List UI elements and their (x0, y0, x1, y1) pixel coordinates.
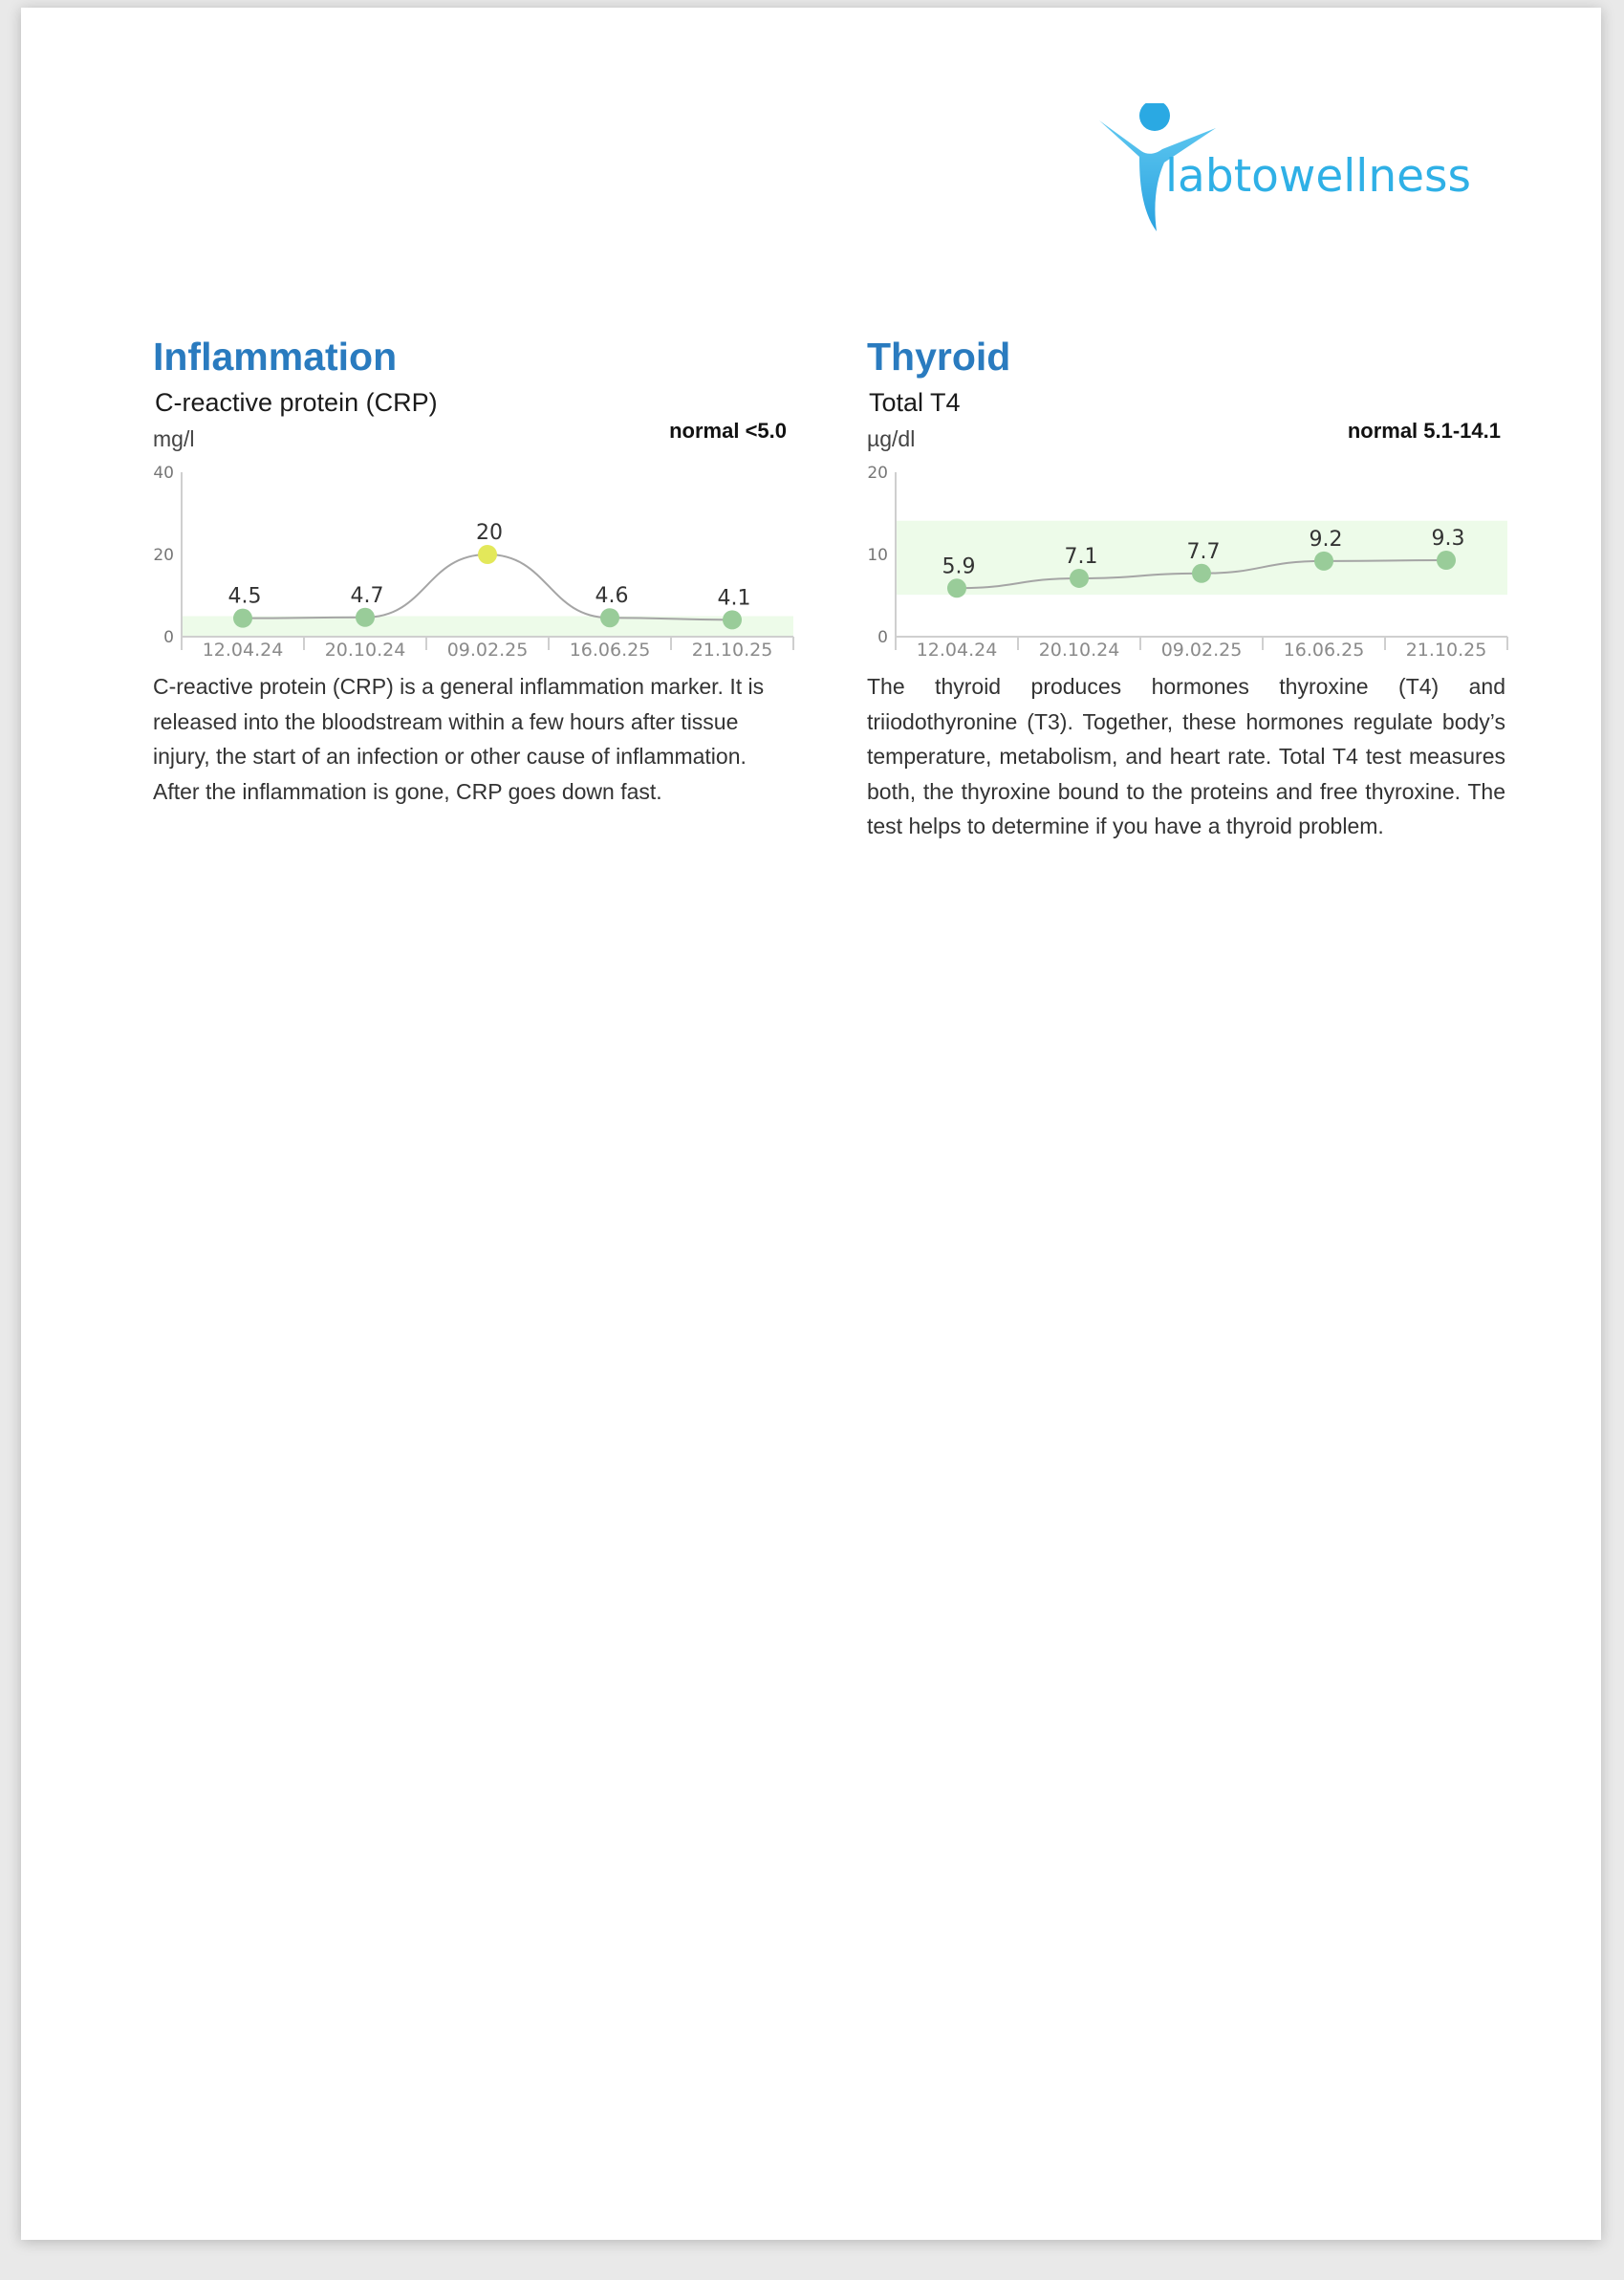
data-point (723, 610, 742, 629)
series-line (243, 554, 732, 619)
data-label: 4.6 (595, 584, 629, 609)
y-tick-label: 40 (153, 464, 174, 483)
inflammation-section (153, 333, 798, 809)
x-tick-label: 12.04.24 (202, 640, 284, 661)
marker-header (153, 384, 798, 423)
data-point (1192, 564, 1211, 583)
data-point (478, 545, 497, 564)
data-point (1437, 551, 1456, 570)
marker-description: The thyroid produces hormones thyroxine (T4) and triiodothyronine (T3). Together, these hormones regulate body’s temperature, metabolism, and heart rate. Total T4 test measures both, the thyroxine bound to the proteins and free thyroxine. The test helps to determine if you have a thyroid problem. (867, 674, 1505, 838)
y-tick-label: 10 (867, 546, 888, 565)
normal-range-label: normal 5.1-14.1 (1347, 419, 1501, 443)
y-tick-label: 0 (163, 628, 174, 647)
data-label: 9.2 (1309, 527, 1343, 552)
data-label: 20 (476, 521, 503, 545)
crp-line-chart (153, 461, 798, 662)
marker-header (867, 384, 1512, 423)
section-title: Inflammation (153, 335, 398, 379)
x-tick-label: 20.10.24 (324, 640, 406, 661)
data-point (356, 608, 375, 627)
data-label: 7.1 (1064, 544, 1098, 569)
data-label: 4.5 (227, 584, 262, 609)
data-point (233, 609, 252, 628)
data-label: 7.7 (1186, 539, 1221, 564)
x-tick-label: 16.06.25 (569, 640, 651, 661)
data-point (600, 608, 619, 627)
y-tick-label: 0 (877, 628, 888, 647)
logo-wordmark: labtowellness (1165, 150, 1472, 203)
report-page (21, 8, 1601, 2240)
marker-name: C-reactive protein (CRP) (155, 388, 438, 417)
data-label: 4.7 (350, 583, 384, 608)
data-point (1314, 552, 1333, 571)
data-label: 4.1 (717, 586, 751, 611)
x-tick-label: 12.04.24 (916, 640, 998, 661)
unit-label: µg/dl (867, 426, 916, 451)
section-title: Thyroid (867, 335, 1011, 379)
thyroid-section (867, 333, 1512, 844)
t4-line-chart (867, 461, 1512, 662)
y-tick-label: 20 (867, 464, 888, 483)
marker-description: C-reactive protein (CRP) is a general inflammation marker. It is released into the bloodstream within a few hours after tissue injury, the start of an infection or other cause of inflammation. After the inflammation is gone, CRP goes down fast. (153, 674, 765, 804)
data-label: 9.3 (1431, 527, 1465, 552)
x-tick-label: 21.10.25 (1405, 640, 1487, 661)
x-tick-label: 21.10.25 (691, 640, 773, 661)
x-tick-label: 20.10.24 (1038, 640, 1120, 661)
marker-name: Total T4 (869, 388, 961, 417)
unit-label: mg/l (153, 426, 195, 451)
x-tick-label: 09.02.25 (1160, 640, 1243, 661)
y-tick-label: 20 (153, 546, 174, 565)
data-label: 5.9 (942, 554, 976, 579)
x-tick-label: 16.06.25 (1283, 640, 1365, 661)
normal-range-label: normal <5.0 (669, 419, 787, 443)
data-point (947, 578, 966, 597)
data-point (1070, 569, 1089, 588)
x-tick-label: 09.02.25 (446, 640, 529, 661)
